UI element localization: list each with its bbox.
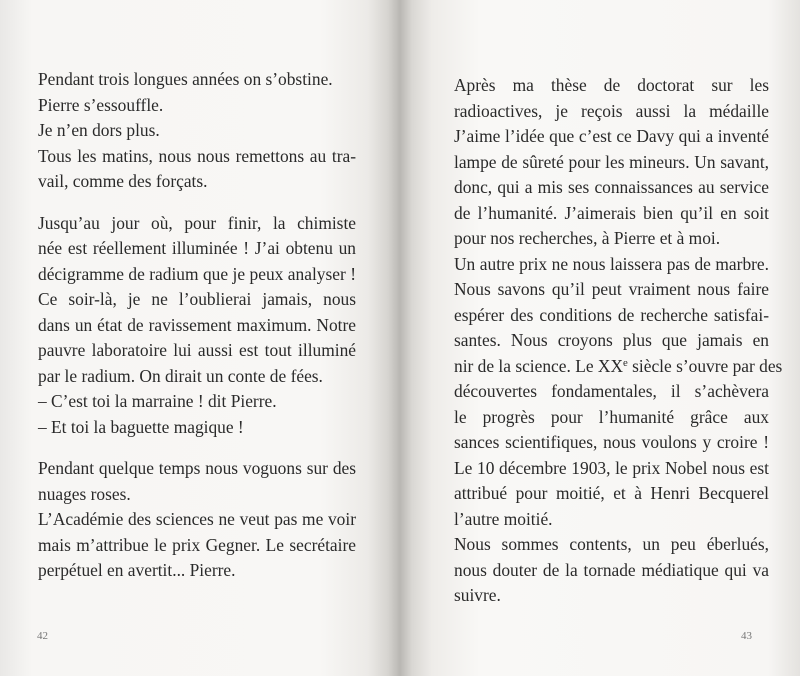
text-line: pauvre laboratoire lui aussi est tout illuminé	[38, 340, 356, 360]
text-line: J’aime l’idée que c’est ce Davy qui a inventé	[454, 126, 769, 146]
text-line: suivre.	[454, 585, 501, 605]
right-page	[400, 0, 800, 676]
text-line: Un autre prix ne nous laissera pas de marbre.	[454, 253, 769, 274]
text-line: découvertes fondamentales, il s’achèvera	[454, 381, 769, 401]
text-line: décigramme de radium que je peux analyser !	[38, 263, 356, 284]
text-line: de l’humanité. J’aimerais bien qu’il en soit	[454, 202, 769, 223]
text-line: donc, qui a mis ses connaissances au service	[454, 177, 769, 197]
text-line: Pendant trois longues années on s’obstine.	[38, 69, 333, 89]
text-line: Après ma thèse de doctorat sur les	[454, 75, 769, 95]
text-line: lampe de sûreté pour les mineurs. Un savant,	[454, 151, 769, 172]
page-number: 43	[741, 630, 752, 642]
text-fragment: nir de la science. Le XX	[454, 355, 623, 376]
text-line: nuages roses.	[38, 483, 131, 504]
text-line: née est réellement illuminée ! J’ai obtenu un	[38, 238, 356, 258]
text-line: radioactives, je reçois aussi la médaille	[454, 100, 769, 121]
text-fragment: siècle s’ouvre par des	[627, 355, 783, 376]
text-line: sances scientifiques, nous voulons y croire !	[454, 432, 769, 452]
page-number: 42	[37, 630, 48, 642]
text-line: Pierre s’essouffle.	[38, 94, 164, 115]
text-fragment	[454, 354, 782, 380]
text-line: Nous sommes contents, un peu éberlués,	[454, 534, 769, 554]
text-line: nous douter de la tornade médiatique qui va	[454, 559, 769, 580]
text-line: Jusqu’au jour où, pour finir, la chimiste	[38, 212, 356, 233]
text-line: Pendant quelque temps nous voguons sur des	[38, 458, 356, 478]
text-line: dans un état de ravissement maximum. Notre	[38, 314, 356, 335]
left-page-text	[38, 67, 356, 584]
text-line: Ce soir-là, je ne l’oublierai jamais, nous	[38, 289, 356, 309]
text-line: attribué pour moitié, et à Henri Becquerel	[454, 483, 769, 503]
text-line: par le radium. On dirait un conte de fées.	[38, 365, 323, 386]
text-line: pour nos recherches, à Pierre et à moi.	[454, 228, 721, 248]
text-line: Nous savons qu’il peut vraiment nous faire	[454, 279, 769, 299]
right-page-text	[454, 73, 783, 609]
text-line: espérer des conditions de recherche satisfai-	[454, 304, 769, 325]
text-line: L’Académie des sciences ne veut pas me voir	[38, 509, 356, 529]
text-line: mais m’attribue le prix Gegner. Le secrétaire	[38, 534, 356, 555]
text-line: Tous les matins, nous nous remettons au tra-	[38, 145, 356, 166]
text-line: santes. Nous croyons plus que jamais en	[454, 330, 769, 350]
text-line: Je n’en dors plus.	[38, 120, 160, 140]
text-line: perpétuel en avertit... Pierre.	[38, 560, 236, 580]
paragraph-gap	[38, 195, 356, 211]
text-line: – Et toi la baguette magique !	[38, 416, 244, 437]
paragraph-gap	[38, 440, 356, 456]
text-line: – C’est toi la marraine ! dit Pierre.	[38, 391, 277, 411]
superscript: e	[623, 356, 628, 369]
text-line: vail, comme des forçats.	[38, 171, 208, 191]
text-line: le progrès pour l’humanité grâce aux	[454, 406, 769, 427]
text-line	[454, 354, 783, 380]
text-line: Le 10 décembre 1903, le prix Nobel nous est	[454, 457, 769, 478]
text-line: l’autre moitié.	[454, 508, 553, 529]
